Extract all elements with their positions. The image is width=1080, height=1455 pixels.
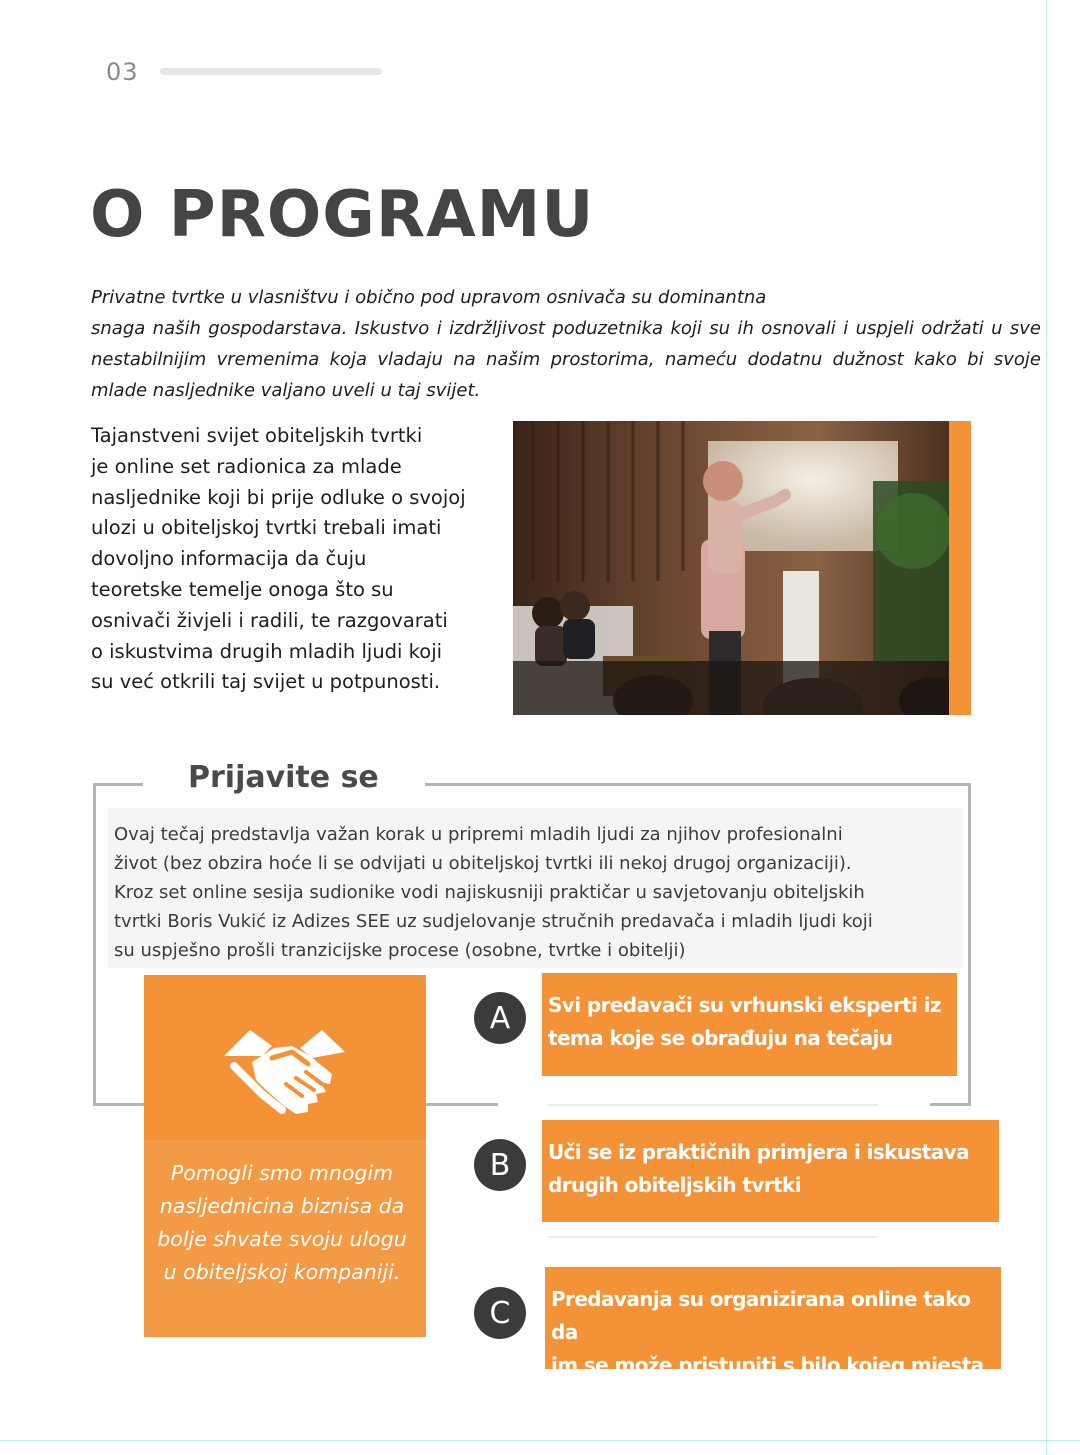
apply-line: su uspješno prošli tranzicijske procese (osobne, tvrtke i obitelji) xyxy=(114,940,686,961)
feature-badge-c: C xyxy=(474,1287,526,1339)
apply-frame-border xyxy=(930,1103,971,1106)
description-line: dovoljno informacija da čuju xyxy=(91,547,367,571)
feature-card-c xyxy=(545,1267,1001,1377)
program-description xyxy=(91,421,511,698)
apply-frame-border xyxy=(425,783,971,786)
description-line: o iskustvima drugih mladih ljudi koji xyxy=(91,639,443,663)
apply-line: Ovaj tečaj predstavlja važan korak u pripremi mladih ljudi za njihov profesionalni xyxy=(114,824,843,845)
apply-line: Kroz set online sesija sudionike vodi najiskusniji praktičar u savjetovanju obiteljskih xyxy=(114,882,865,903)
description-line: su već otkrili taj svijet u potpunosti. xyxy=(91,670,441,694)
apply-heading: Prijavite se xyxy=(188,760,379,795)
feature-line: Svi predavači su vrhunski eksperti iz xyxy=(548,993,941,1017)
page-number-rule xyxy=(160,68,382,75)
feature-card-a xyxy=(542,973,957,1076)
apply-frame-border xyxy=(93,783,96,1105)
feature-badge-b: B xyxy=(474,1139,526,1191)
apply-frame-border xyxy=(93,783,143,786)
feature-separator xyxy=(548,1236,878,1238)
lecture-photo-illustration xyxy=(513,421,949,715)
apply-line: tvrtki Boris Vukić iz Adizes SEE uz sudjelovanje stručnih predavača i mladih ljudi koji xyxy=(114,911,873,932)
layout-guide-horizontal xyxy=(0,1440,1080,1441)
feature-line: drugih obiteljskih tvrtki xyxy=(548,1173,801,1197)
description-line: nasljednike koji bi prije odluke o svojoj xyxy=(91,485,466,509)
description-line: osnivači živjeli i radili, te razgovarati xyxy=(91,608,448,632)
description-line: ulozi u obiteljskoj tvrtki trebali imati xyxy=(91,516,442,540)
feature-separator xyxy=(548,1104,878,1106)
feature-line: im se može pristupiti s bilo kojeg mjesta xyxy=(551,1353,984,1377)
intro-text: snaga naših gospodarstava. Iskustvo i izdržljivost poduzetnika koji su ih osnovali i uspjeli održati u sve nestabilnijim vremenima koja vladaju na našim prostorima, nameću dodatnu dužnost kako bi svoje mlade nasljednike valjano uveli u taj svijet. xyxy=(91,318,1041,401)
layout-guide-vertical xyxy=(1046,0,1047,1455)
photo-accent-bar xyxy=(949,421,971,715)
page-number: 03 xyxy=(106,58,139,86)
handshake-icon xyxy=(222,1022,347,1126)
apply-description xyxy=(108,808,963,968)
description-line: je online set radionica za mlade xyxy=(91,454,402,478)
feature-line: tema koje se obrađuju na tečaju xyxy=(548,1026,893,1050)
apply-frame-border xyxy=(968,783,971,1105)
description-line: Tajanstveni svijet obiteljskih tvrtki xyxy=(91,424,423,447)
highlight-text xyxy=(150,1157,414,1289)
highlight-line: Pomogli smo mnogim xyxy=(170,1161,394,1185)
apply-line: život (bez obzira hoće li se odvijati u obiteljskoj tvrtki ili nekoj drugoj organizaciji). xyxy=(114,853,852,874)
description-line: teoretske temelje onoga što su xyxy=(91,577,394,601)
page-title: O PROGRAMU xyxy=(90,178,595,252)
highlight-line: nasljednicina biznisa da xyxy=(159,1194,405,1218)
feature-card-b xyxy=(542,1120,999,1222)
intro-paragraph xyxy=(91,282,1041,406)
intro-line: Privatne tvrtke u vlasništvu i obično pod upravom osnivača su dominantna xyxy=(91,287,767,308)
feature-line: Predavanja su organizirana online tako da xyxy=(551,1287,971,1344)
feature-line: Uči se iz praktičnih primjera i iskustava xyxy=(548,1140,969,1164)
highlight-line: bolje shvate svoju ulogu xyxy=(157,1227,407,1251)
feature-badge-a: A xyxy=(474,992,526,1044)
highlight-line: u obiteljskoj kompaniji. xyxy=(163,1260,401,1284)
lecture-photo xyxy=(513,421,949,715)
